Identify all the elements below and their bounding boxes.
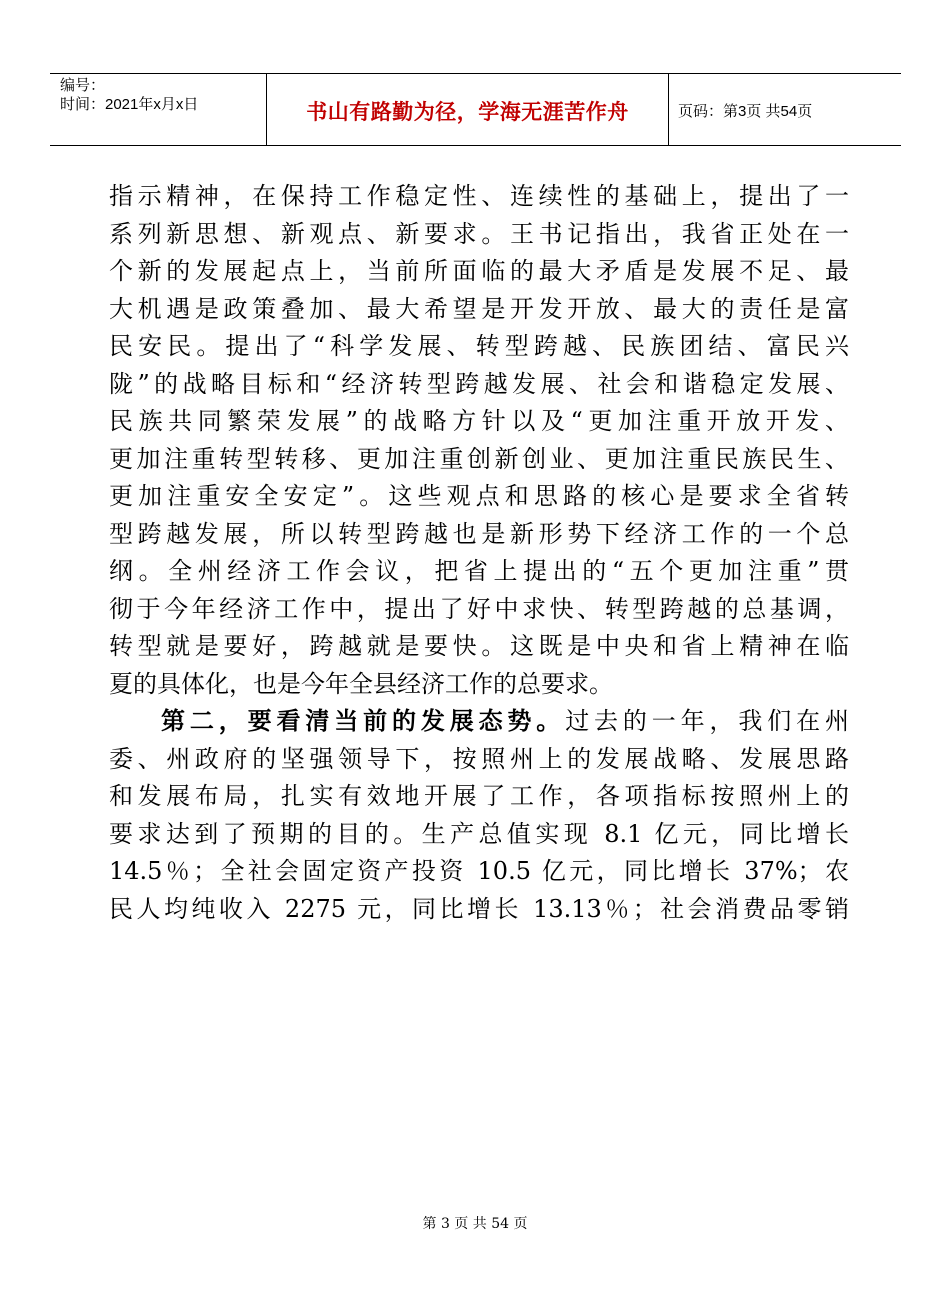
body-line: 委、州政府的坚强领导下，按照州上的发展战略、发展思路: [109, 744, 849, 773]
body-line: 彻于今年经济工作中，提出了好中求快、转型跨越的总基调，: [109, 594, 849, 623]
page-footer: 第 3 页 共 54 页: [422, 1216, 528, 1232]
header-divider-right: [668, 73, 669, 145]
header-page-info: 页码：第3页 共54页: [678, 103, 813, 120]
header-motto: 书山有路勤为径，学海无涯苦作舟: [306, 100, 629, 124]
body-line: 型跨越发展，所以转型跨越也是新形势下经济工作的一个总: [109, 519, 849, 548]
paragraph-2-first-line: [109, 703, 849, 741]
paragraph-2-heading: 第二，要看清当前的发展态势。: [161, 707, 566, 735]
body-line: 更加注重安全安定”。这些观点和思路的核心是要求全省转: [109, 482, 849, 510]
header-meta: [60, 76, 260, 114]
body-line: 系列新思想、新观点、新要求。王书记指出，我省正处在一: [109, 219, 849, 248]
body-text: [109, 178, 849, 928]
body-line: 个新的发展起点上，当前所面临的最大矛盾是发展不足、最: [109, 257, 849, 285]
body-line: 民族共同繁荣发展”的战略方针以及“更加注重开放开发、: [109, 407, 849, 435]
body-line: 夏的具体化，也是今年全县经济工作的总要求。: [109, 669, 613, 698]
body-line: 大机遇是政策叠加、最大希望是开发开放、最大的责任是富: [109, 294, 849, 323]
paragraph-2-first-text: 过去的一年，我们在州: [565, 707, 849, 735]
body-line: 转型就是要好，跨越就是要快。这既是中央和省上精神在临: [109, 632, 849, 660]
body-line: 纲。全州经济工作会议，把省上提出的“五个更加注重”贯: [109, 557, 849, 585]
header-bottom-rule: [50, 145, 901, 146]
body-line: 更加注重转型转移、更加注重创新创业、更加注重民族民生、: [109, 444, 849, 473]
body-line: 指示精神，在保持工作稳定性、连续性的基础上，提出了一: [109, 182, 849, 210]
body-line: 陇”的战略目标和“经济转型跨越发展、社会和谐稳定发展、: [109, 369, 849, 398]
body-line: 14.5％；全社会固定资产投资 10.5 亿元，同比增长 37%；农: [109, 857, 849, 885]
body-line: 和发展布局，扎实有效地开展了工作，各项指标按照州上的: [109, 782, 849, 810]
body-line: 要求达到了预期的目的。生产总值实现 8.1 亿元，同比增长: [109, 819, 849, 848]
document-number-label: 编号：: [60, 77, 106, 94]
document-time-label: 时间：2021年x月x日: [60, 96, 199, 113]
body-line: 民人均纯收入 2275 元，同比增长 13.13％；社会消费品零销: [109, 894, 849, 923]
body-line: 民安民。提出了“科学发展、转型跨越、民族团结、富民兴: [109, 332, 849, 360]
header-top-rule: [50, 73, 901, 74]
